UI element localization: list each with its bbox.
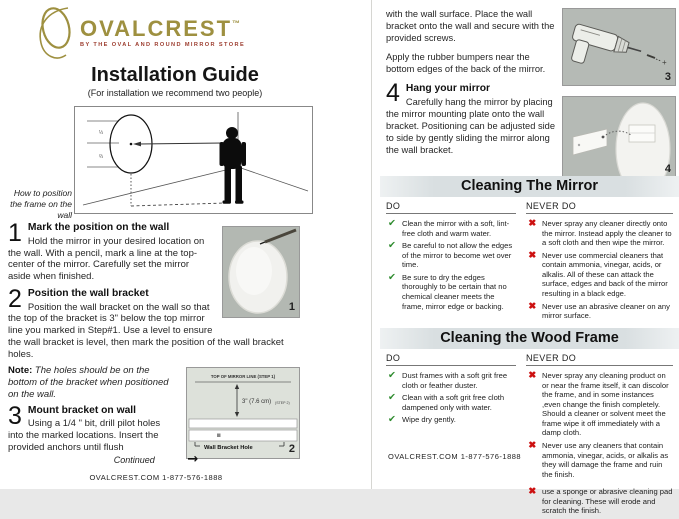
- right-page-top: [386, 8, 676, 178]
- list-item: ✔ Clean with a soft grit free cloth dampened only with water.: [386, 393, 516, 412]
- cross-icon: ✖: [528, 300, 536, 312]
- check-icon: ✔: [388, 370, 396, 381]
- page-divider: [371, 0, 372, 489]
- dimension-step-label: (STEP 2): [275, 401, 290, 406]
- tick-label-lower: ⅔: [98, 154, 104, 160]
- check-icon: ✔: [388, 392, 396, 404]
- figure-mirror-with-pencil: [222, 226, 300, 318]
- svg-text:+: +: [662, 58, 667, 67]
- wall-bracket-hole-label: Wall Bracket Hole: [204, 445, 253, 452]
- figure-bracket-diagram: [186, 367, 300, 459]
- positioning-diagram: [74, 106, 313, 214]
- figure-3-number: 3: [664, 71, 671, 83]
- right-page-footer: OVALCREST.COM 1-877-576-1888: [388, 452, 522, 461]
- brand-name: OVALCREST™: [80, 16, 241, 41]
- step-3-number: 3: [8, 401, 22, 430]
- brand-tagline: BY THE OVAL AND ROUND MIRROR STORE: [80, 42, 246, 48]
- note-text: The holes should be on the bottom of the bracket when positioned on the wall.: [8, 365, 169, 400]
- cross-icon: ✖: [528, 218, 536, 229]
- bracket-diagram-illustration: [187, 368, 299, 458]
- figure-mirror-back: [562, 96, 676, 178]
- list-item: ✖ Never use commercial cleaners that contain ammonia, vinegar, acids, or alkalis. All of these can attack the surface, edges and back of the mirror resulting in a black edge.: [526, 251, 673, 299]
- page-title: Installation Guide: [91, 64, 259, 86]
- step-3-body: Using a 1/4 " bit, drill pilot holes into the marked locations. Insert the provided anchors until flush: [8, 418, 161, 454]
- figure-drill: [562, 8, 676, 86]
- list-item: ✖ Never use an abrasive cleaner on any mirror surface.: [526, 302, 673, 321]
- page-subtitle: (For installation we recommend two people): [87, 88, 263, 98]
- cross-icon: ✖: [528, 439, 536, 451]
- installation-steps: [8, 219, 300, 463]
- do-label: DO: [386, 201, 516, 214]
- check-icon: ✔: [388, 240, 396, 252]
- section-cleaning-mirror: [380, 176, 679, 324]
- check-icon: ✔: [388, 414, 396, 426]
- cleaning-mirror-title: Cleaning The Mirror: [380, 176, 679, 197]
- step-2-number: 2: [8, 284, 22, 313]
- right-page: [380, 0, 679, 516]
- mirror-never-column: [526, 201, 673, 324]
- cross-icon: ✖: [528, 486, 536, 498]
- step-4-number: 4: [386, 79, 400, 108]
- list-item: ✖ Never use any cleaners that contain ammonia, vinegar, acids, or alkalis as they will damage the frame and ruin the finish.: [526, 441, 673, 479]
- tick-label-upper: ⅓: [98, 130, 104, 136]
- note-label: Note:: [8, 365, 33, 377]
- continued-label: Continued: [113, 455, 155, 465]
- wood-never-column: [526, 353, 673, 519]
- step-1-body: Hold the mirror in your desired location on the wall. With a pencil, mark a line at the top-center of the mirror. Carefully set the mirror aside when finished.: [8, 235, 205, 283]
- step-4-body: Carefully hang the mirror by placing the mirror mounting plate onto the wall bracket. Positioning can be adjusted side to side by gently sliding the mirror along the wall bracket.: [386, 96, 556, 156]
- do-label: DO: [386, 353, 516, 366]
- list-item: ✖ use a sponge or abrasive cleaning pad for cleaning. These will erode and scratch the finish.: [526, 487, 673, 516]
- section-cleaning-wood-frame: [380, 328, 679, 519]
- figure-2-number: 2: [288, 442, 295, 455]
- brand-logo: [30, 5, 245, 63]
- cross-icon: ✖: [528, 249, 536, 261]
- step-2-heading: Position the wall bracket: [27, 287, 149, 299]
- check-icon: ✔: [388, 271, 396, 283]
- continuation-paragraph-2: Apply the rubber bumpers near the bottom edges of the back of the mirror.: [386, 52, 546, 75]
- continued-arrow-icon: →: [187, 452, 199, 467]
- continued-line: [0, 452, 312, 467]
- drill-illustration: [563, 9, 675, 85]
- step-4: [386, 79, 556, 156]
- cleaning-wood-title: Cleaning the Wood Frame: [380, 328, 679, 349]
- step-1-number: 1: [8, 219, 22, 247]
- mirror-photo-illustration: [223, 227, 299, 317]
- top-of-mirror-line-label: TOP OF MIRROR LINE (STEP 1): [210, 374, 276, 380]
- step-2-body: Position the wall bracket on the wall so that the top of the bracket is 3" below the top mirror line you marked in Step#1. Use a level to ensure the wall bracket is level, then mark the position of the wall bracket holes.: [8, 301, 284, 360]
- wood-do-column: [386, 353, 516, 519]
- list-item: ✔ Be careful to not allow the edges of the mirror to become wet over time.: [386, 241, 516, 270]
- brand-script-o-icon: [30, 5, 78, 63]
- list-item: ✔ Dust frames with a soft grit free cloth or feather duster.: [386, 371, 516, 390]
- list-item: ✔ Be sure to dry the edges thoroughly to be certain that no chemical cleaner meets the frame, mirror edge or backing.: [386, 273, 516, 311]
- step-3-heading: Mount bracket on wall: [27, 404, 137, 416]
- mirror-do-column: [386, 201, 516, 324]
- figure-4-number: 4: [664, 163, 671, 175]
- step-4-heading: Hang your mirror: [405, 83, 491, 95]
- diagram-caption: How to position the frame on the wall: [10, 188, 72, 221]
- never-do-label: NEVER DO: [526, 353, 673, 366]
- person-silhouette: [220, 127, 247, 204]
- check-icon: ✔: [388, 218, 396, 229]
- room-diagram-illustration: [75, 107, 312, 213]
- list-item: ✖ Never spray any cleaner directly onto the mirror. Instead apply the cleaner to a soft cloth and then wipe the mirror.: [526, 219, 673, 248]
- mirror-back-illustration: [563, 97, 675, 177]
- list-item: ✔ Clean the mirror with a soft, lint-free cloth and warm water.: [386, 219, 516, 238]
- title-block: [0, 64, 350, 98]
- cross-icon: ✖: [528, 370, 536, 381]
- trademark-symbol: ™: [232, 19, 241, 28]
- list-item: ✔ Wipe dry gently.: [386, 415, 516, 425]
- list-item: ✖ Never spray any cleaning product on or near the frame itself, it can discolor the frame, and in some instances ,even change the finish completely. Should a cleaner or solvent meet the frame wipe it off immediately with a damp cloth.: [526, 371, 673, 438]
- dimension-label: 3" (7.6 cm): [242, 399, 272, 406]
- continuation-paragraph-1: with the wall surface. Place the wall bracket onto the wall and secure with the provided screws.: [386, 9, 555, 44]
- step-1-heading: Mark the position on the wall: [27, 222, 170, 233]
- left-page-footer: OVALCREST.COM 1-877-576-1888: [89, 473, 223, 482]
- figure-1-number: 1: [288, 301, 295, 314]
- never-do-label: NEVER DO: [526, 201, 673, 214]
